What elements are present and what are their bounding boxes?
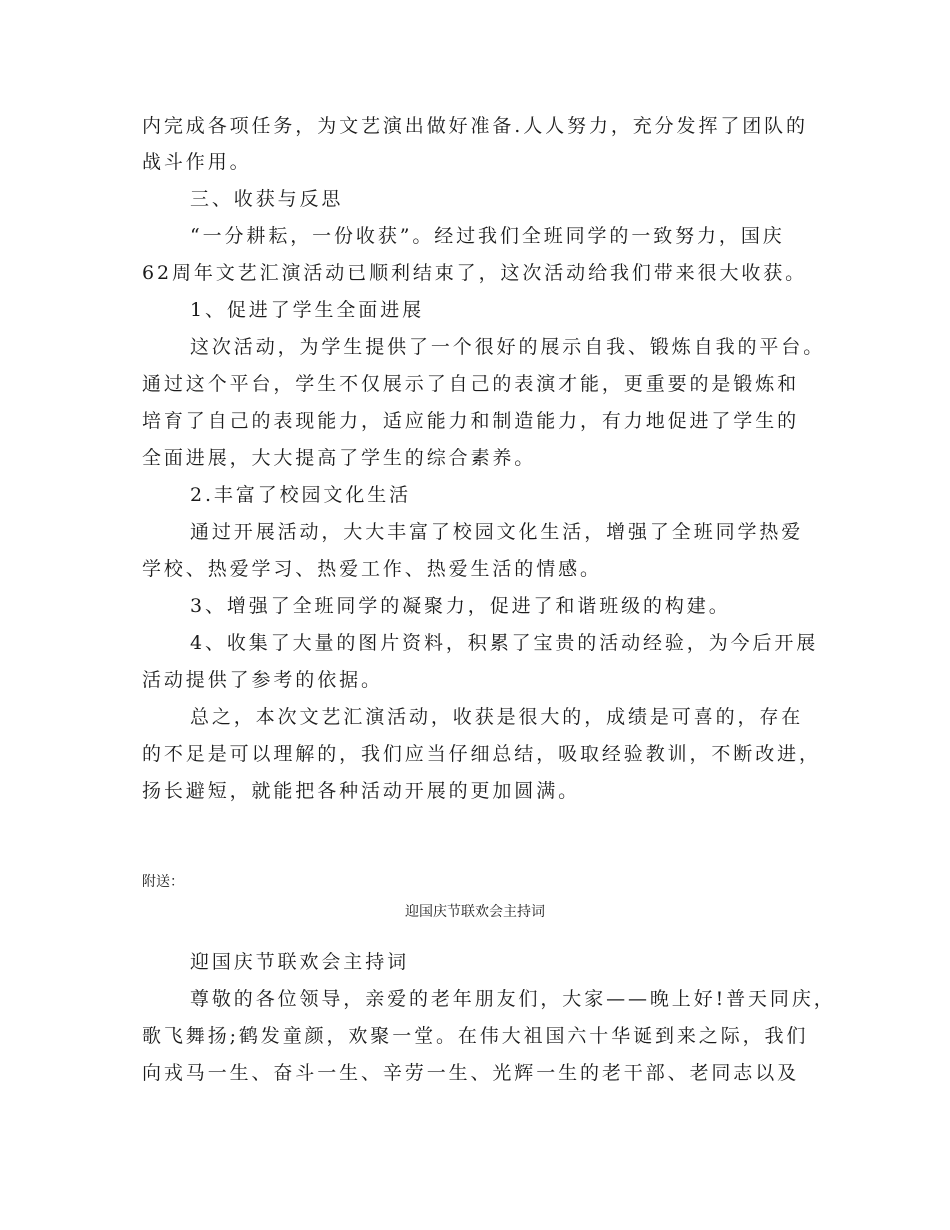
text-line: 62周年文艺汇演活动已顺利结束了，这次活动给我们带来很大收获。 [142,262,808,284]
text-line: 全面进展，大大提高了学生的综合素养。 [142,447,537,469]
text-line: 4、收集了大量的图片资料，积累了宝贵的活动经验，为今后开展 [190,632,819,654]
section-heading: 三、收获与反思 [190,188,344,210]
text-line: “一分耕耘，一份收获”。经过我们全班同学的一致努力，国庆 [190,225,785,247]
text-line: 内完成各项任务，为文艺演出做好准备.人人努力，充分发挥了团队的 [142,115,808,137]
text-line: 总之，本次文艺汇演活动，收获是很大的，成绩是可喜的，存在 [190,706,804,728]
text-line: 学校、热爱学习、热爱工作、热爱生活的情感。 [142,558,602,580]
text-line: 向戎马一生、奋斗一生、辛劳一生、光辉一生的老干部、老同志以及 [142,1062,800,1084]
text-line: 3、增强了全班同学的凝聚力，促进了和谐班级的构建。 [190,595,731,617]
subheading: 1、促进了学生全面进展 [190,299,424,321]
text-line: 歌飞舞扬;鹤发童颜，欢聚一堂。在伟大祖国六十华诞到来之际，我们 [142,1025,809,1047]
text-line: 通过这个平台，学生不仅展示了自己的表演才能，更重要的是锻炼和 [142,373,800,395]
text-line: 活动提供了参考的依据。 [142,669,383,691]
text-line: 培育了自己的表现能力，适应能力和制造能力，有力地促进了学生的 [142,410,800,432]
text-line: 扬长避短，就能把各种活动开展的更加圆满。 [142,780,581,802]
text-line: 的不足是可以理解的，我们应当仔细总结，吸取经验教训，不断改进， [142,743,821,765]
appendix-title: 迎国庆节联欢会主持词 [405,904,545,920]
subheading: 2.丰富了校园文化生活 [190,484,412,506]
text-line: 尊敬的各位领导，亲爱的老年朋友们，大家——晚上好!普天同庆， [190,988,836,1010]
text-line: 通过开展活动，大大丰富了校园文化生活，增强了全班同学热爱 [190,521,804,543]
appendix-label: 附送： [142,874,184,890]
text-line: 这次活动，为学生提供了一个很好的展示自我、锻炼自我的平台。 [190,336,826,358]
text-line: 迎国庆节联欢会主持词 [190,951,410,973]
text-line: 战斗作用。 [142,151,252,173]
